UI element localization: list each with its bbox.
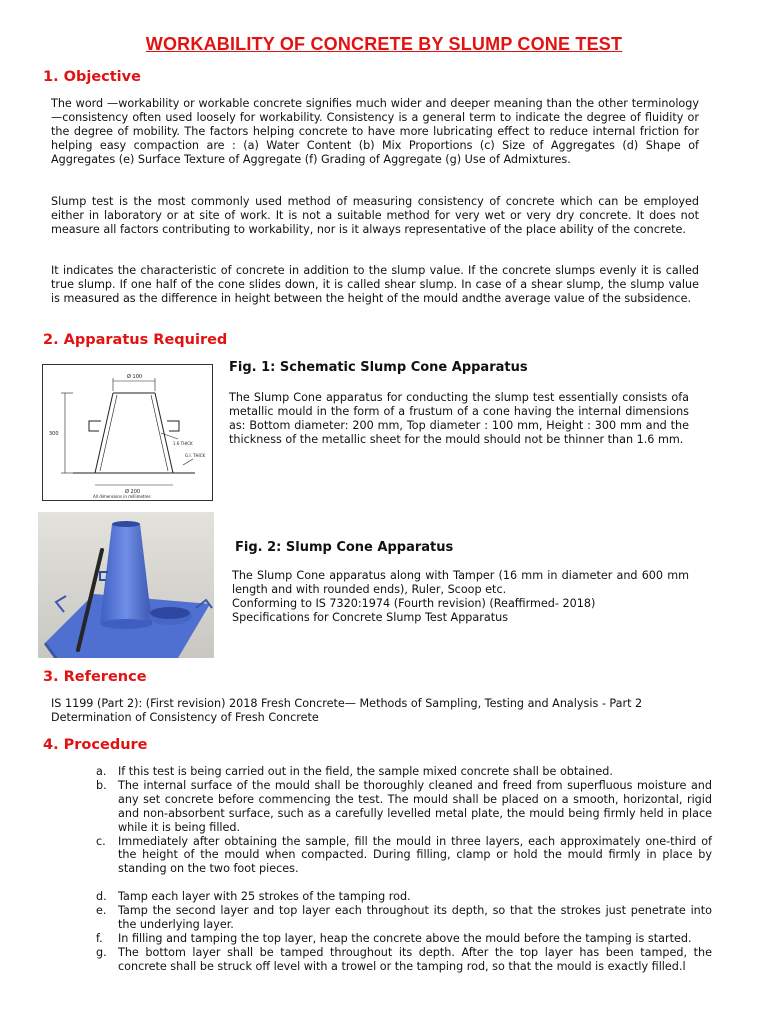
figure-2-caption: Fig. 2: Slump Cone Apparatus: [235, 540, 454, 555]
slump-cone-schematic-drawing: [43, 365, 212, 500]
document-title: WORKABILITY OF CONCRETE BY SLUMP CONE TEST: [145, 34, 623, 54]
procedure-steps-list: [96, 765, 712, 974]
objective-heading: 1. Objective: [43, 69, 141, 85]
procedure-step: f. In filling and tamping the top layer, heap the concrete above the mould before the tamping is started.: [96, 931, 692, 945]
figure-1-caption: Fig. 1: Schematic Slump Cone Apparatus: [229, 360, 528, 375]
reference-text: IS 1199 (Part 2): (First revision) 2018 Fresh Concrete— Methods of Sampling, Testing and Analysis - Part 2 Determination of Consistency of Fresh Concrete: [51, 697, 643, 724]
schematic-slump-cone-figure: [42, 364, 213, 501]
figure-2-specification-line: Specifications for Concrete Slump Test Apparatus: [232, 611, 509, 624]
slump-cone-photo: [38, 512, 214, 658]
procedure-heading: 4. Procedure: [43, 737, 148, 753]
schematic-foot-label: G.I. THICK: [185, 453, 206, 458]
procedure-step: e. Tamp the second layer and top layer each throughout its depth, so that the strokes just penetrate into the underlying layer.: [96, 904, 712, 932]
procedure-step: g. The bottom layer shall be tamped throughout its depth. After the top layer has been tamped, the concrete shall be struck off level with a trowel or the tamping rod, so that the mould is exactly filled.l: [96, 945, 712, 973]
objective-paragraph-1: The word —workability or workable concrete signifies much wider and deeper meaning than the other terminology —consistency often used loosely for workability. Consistency is a general term to indicate the degree of fluidity or the degree of mobility. The factors helping concrete to have more lubricating effect to reduce internal friction for helping easy compaction are : (a) Water Content (b) Mix Proportions (c) Size of Aggregates (d) Shape of Aggregates (e) Surface Texture of Aggregate (f) Grading of Aggregate (g) Use of Admixtures.: [51, 97, 699, 166]
procedure-step: b. The internal surface of the mould shall be thoroughly cleaned and freed from superfluous moisture and any set concrete before commencing the test. The mould shall be placed on a smooth, horizontal, rigid and non-absorbent surface, such as a carefully levelled metal plate, the mould being firmly held in place while it is being filled.: [96, 778, 712, 834]
figure-2-standard-line: Conforming to IS 7320:1974 (Fourth revision) (Reaffirmed- 2018): [232, 597, 596, 610]
schematic-height-label: 300: [49, 431, 59, 437]
schematic-bottom-diameter-label: Ø 200: [125, 489, 141, 495]
schematic-dimensions-note: All dimensions in millimetres: [93, 494, 151, 499]
apparatus-heading: 2. Apparatus Required: [43, 332, 228, 348]
procedure-step: a. If this test is being carried out in the field, the sample mixed concrete shall be obtained.: [96, 765, 613, 778]
procedure-step: c. Immediately after obtaining the sample, fill the mould in three layers, each approximately one-third of the height of the mould when compacted. During filling, clamp or hold the mould firmly in place by standing on the two foot pieces.: [96, 834, 712, 876]
slump-cone-photo-illustration: [38, 512, 214, 658]
figure-1-description: The Slump Cone apparatus for conducting the slump test essentially consists ofa metallic mould in the form of a frustum of a cone having the internal dimensions as: Bottom diameter: 200 mm, Top diameter : 100 mm, Height : 300 mm and the thickness of the metallic sheet for the mould should not be thinner than 1.6 mm.: [229, 391, 689, 446]
objective-paragraph-2: Slump test is the most commonly used method of measuring consistency of concrete which can be employed either in laboratory or at site of work. It is not a suitable method for very wet or very dry concrete. It does not measure all factors contributing to workability, nor is it always representative of the place ability of the concrete.: [51, 195, 699, 236]
objective-paragraph-3: It indicates the characteristic of concrete in addition to the slump value. If the concrete slumps evenly it is called true slump. If one half of the cone slides down, it is called shear slump. In case of a shear slump, the slump value is measured as the difference in height between the height of the mould andthe average value of the subsidence.: [51, 264, 699, 305]
reference-heading: 3. Reference: [43, 669, 147, 685]
procedure-step: d. Tamp each layer with 25 strokes of the tamping rod.: [96, 890, 411, 904]
schematic-sheet-label: 1.6 THICK: [173, 441, 193, 446]
figure-2-description: The Slump Cone apparatus along with Tamper (16 mm in diameter and 600 mm length and with rounded ends), Ruler, Scoop etc.: [232, 569, 689, 596]
schematic-top-diameter-label: Ø 100: [127, 374, 143, 380]
